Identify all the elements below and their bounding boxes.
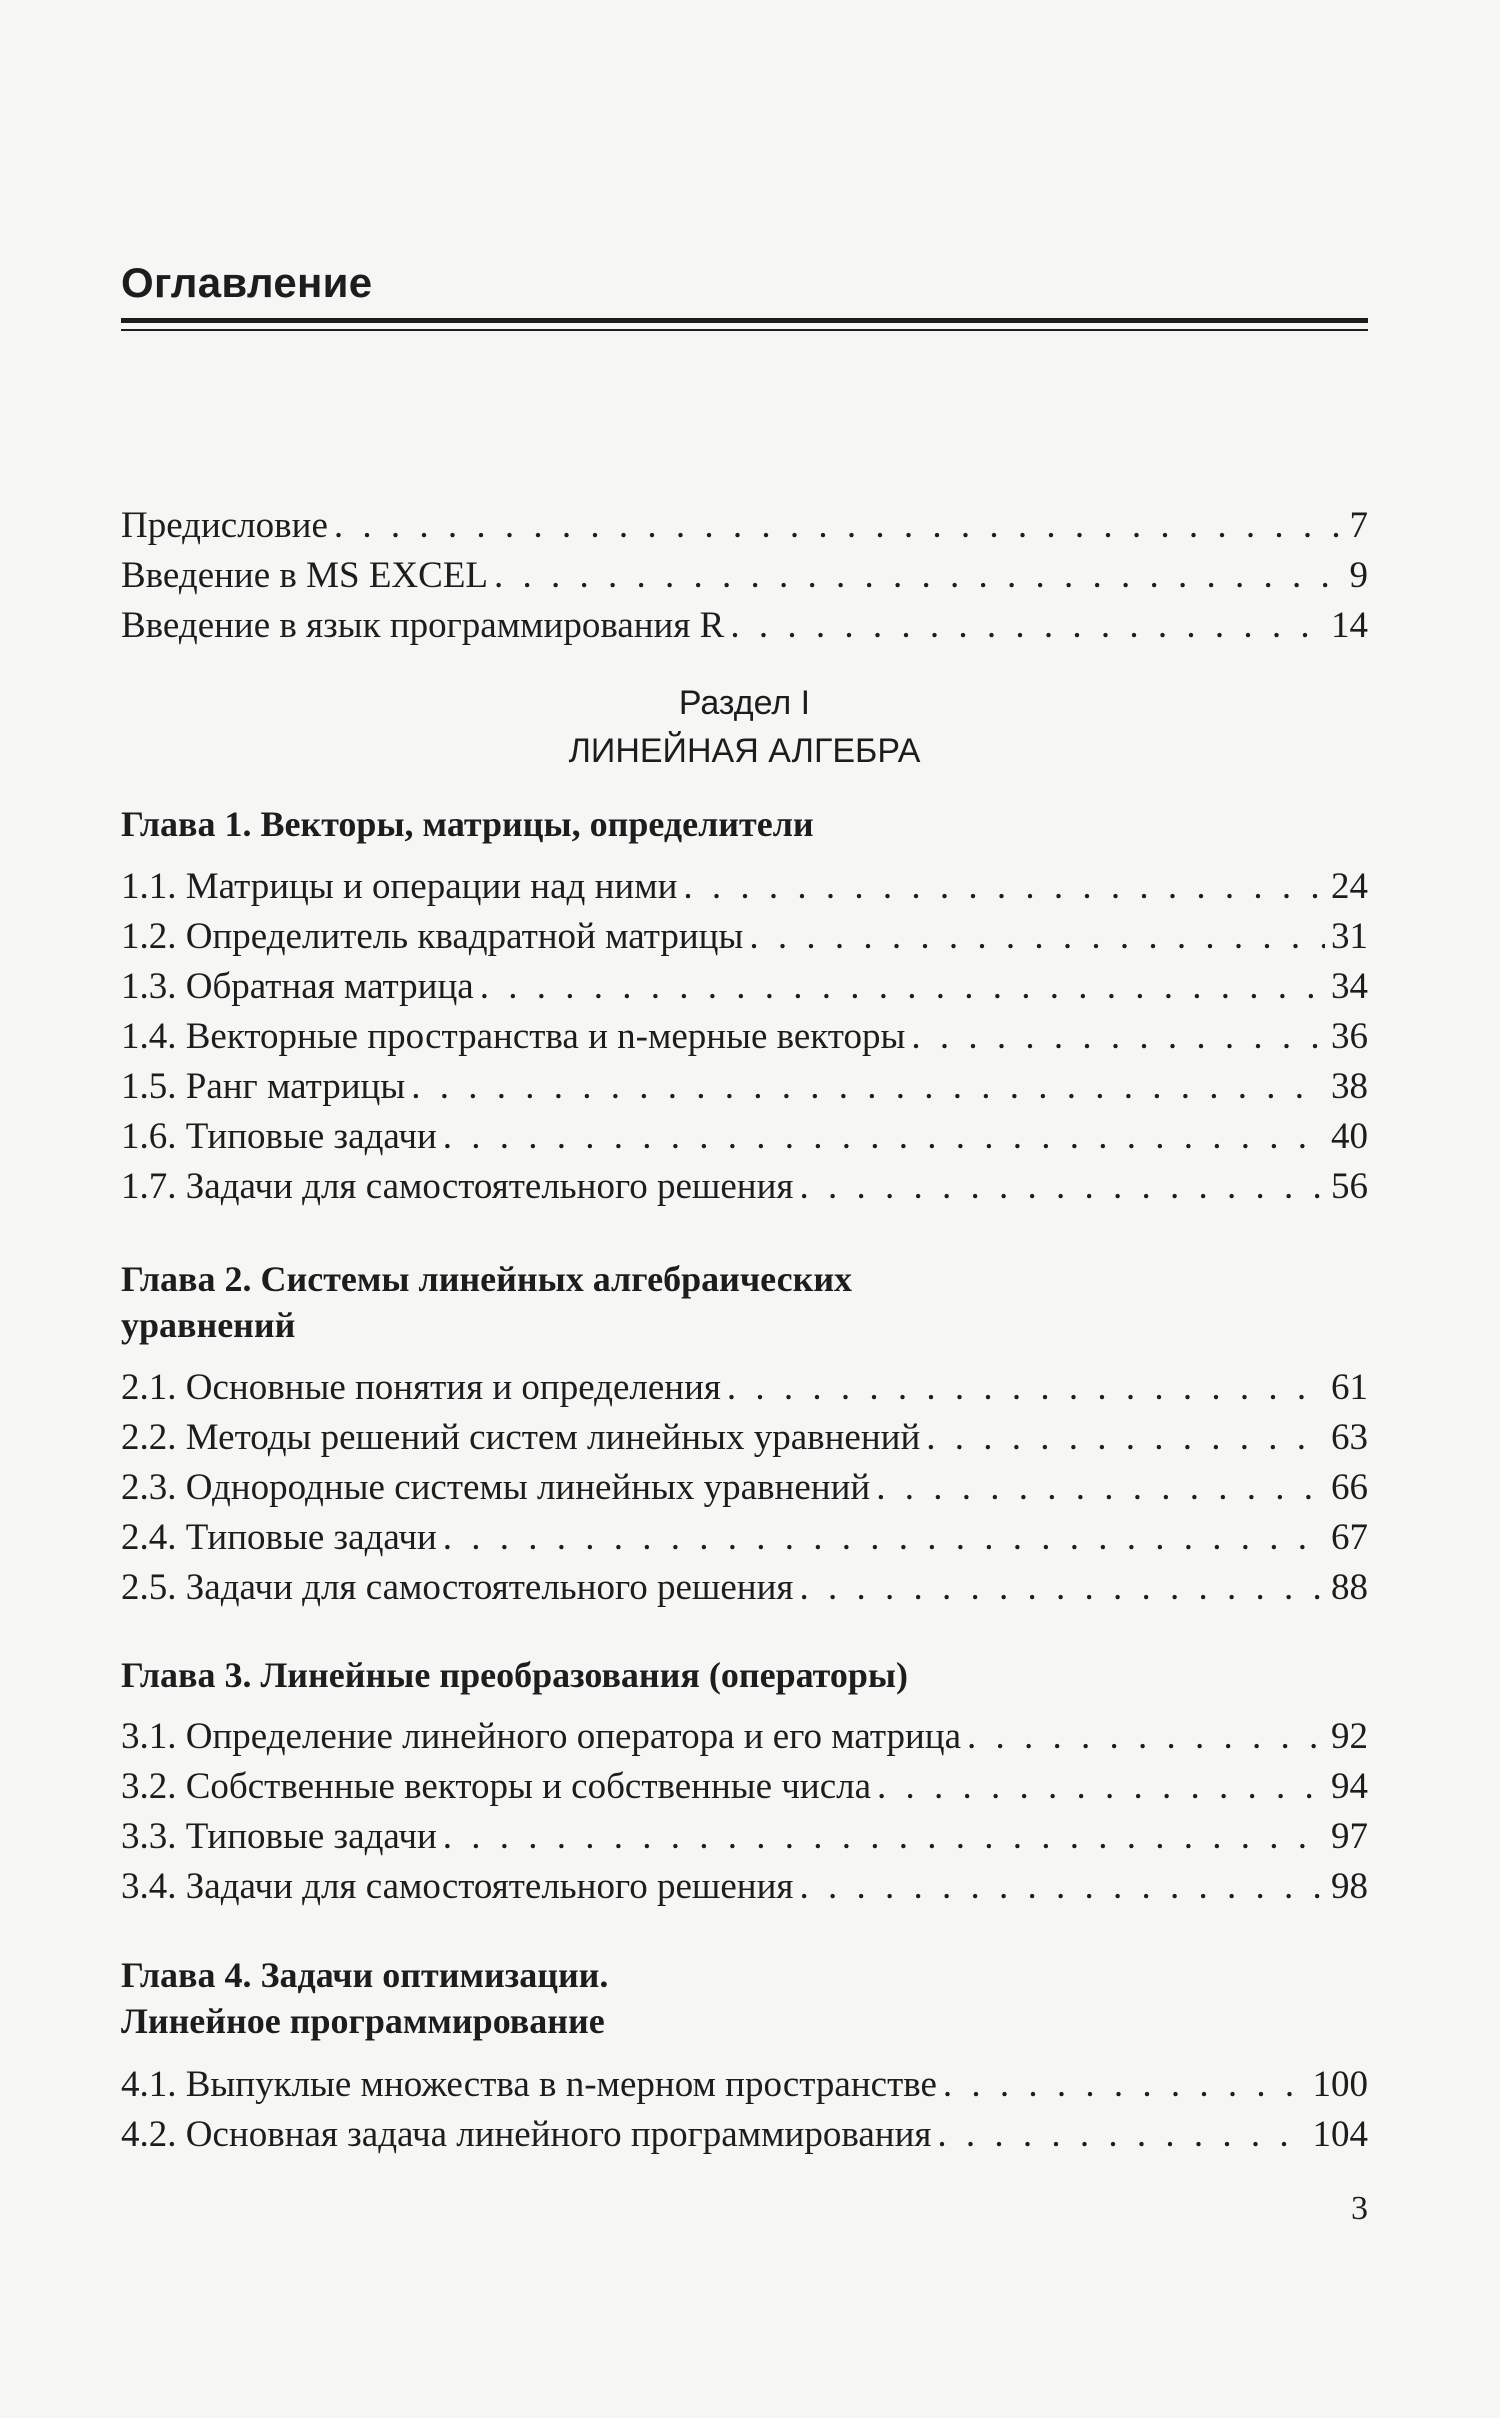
toc-entry-label: 2.2. Методы решений систем линейных уравнений (121, 1417, 921, 1458)
leader-dots (911, 1012, 1325, 1062)
leader-dots (877, 1762, 1325, 1812)
page-number: 3 (1351, 2190, 1368, 2227)
leader-dots (799, 1862, 1325, 1912)
leader-dots (443, 1112, 1325, 1162)
toc-entry-page: 61 (1331, 1367, 1368, 1408)
toc-entry-label: 1.4. Векторные пространства и n-мерные векторы (121, 1016, 906, 1057)
toc-entry[interactable] (121, 1112, 1368, 1162)
toc-entry[interactable] (121, 1413, 1368, 1463)
page-title: Оглавление (121, 259, 373, 306)
toc-entry-label: Введение в MS EXCEL (121, 555, 489, 596)
leader-dots (727, 1363, 1325, 1413)
leader-dots (749, 912, 1325, 962)
leader-dots (876, 1463, 1325, 1513)
toc-entry-label: Введение в язык программирования R (121, 605, 725, 646)
toc-entry-label: Предисловие (121, 505, 328, 546)
toc-entry-page: 100 (1312, 2064, 1368, 2105)
toc-entry-label: 4.1. Выпуклые множества в n-мерном пространстве (121, 2064, 937, 2105)
toc-entry[interactable] (121, 1563, 1368, 1613)
toc-entry-page: 24 (1331, 866, 1368, 907)
toc-entry[interactable] (121, 1513, 1368, 1563)
toc-entry[interactable] (121, 862, 1368, 912)
toc-entry-page: 66 (1331, 1467, 1368, 1508)
toc-entry-page: 9 (1349, 555, 1368, 596)
section-number: Раздел I (678, 684, 811, 722)
title-rule-thick (121, 318, 1368, 323)
toc-entry-page: 7 (1349, 505, 1368, 546)
leader-dots (926, 1413, 1325, 1463)
leader-dots (334, 501, 1344, 551)
toc-entry[interactable] (121, 1712, 1368, 1762)
toc-entry[interactable] (121, 1162, 1368, 1212)
toc-entry-label: 3.2. Собственные векторы и собственные числа (121, 1766, 872, 1807)
toc-entry-label: 3.4. Задачи для самостоятельного решения (121, 1866, 794, 1907)
toc-entry-label: 1.1. Матрицы и операции над ними (121, 866, 678, 907)
toc-entry-label: 2.3. Однородные системы линейных уравнений (121, 1467, 871, 1508)
toc-entry[interactable] (121, 912, 1368, 962)
toc-entry-page: 67 (1331, 1517, 1368, 1558)
toc-entry[interactable] (121, 1062, 1368, 1112)
toc-entry-page: 92 (1331, 1716, 1368, 1757)
leader-dots (730, 601, 1325, 651)
chapter-heading[interactable]: Глава 4. Задачи оптимизации. (121, 1955, 609, 1995)
toc-entry-label: 1.7. Задачи для самостоятельного решения (121, 1166, 794, 1207)
leader-dots (799, 1563, 1325, 1613)
toc-entry[interactable] (121, 962, 1368, 1012)
leader-dots (443, 1513, 1325, 1563)
toc-entry-label: 2.5. Задачи для самостоятельного решения (121, 1567, 794, 1608)
toc-entry-page: 14 (1331, 605, 1368, 646)
title-rule-thin (121, 329, 1368, 331)
toc-entry-page: 40 (1331, 1116, 1368, 1157)
toc-entry-label: 1.2. Определитель квадратной матрицы (121, 916, 744, 957)
toc-entry-page: 34 (1331, 966, 1368, 1007)
chapter-heading[interactable]: Глава 1. Векторы, матрицы, определители (121, 804, 814, 844)
toc-entry-page: 63 (1331, 1417, 1368, 1458)
toc-entry-page: 104 (1312, 2114, 1368, 2155)
leader-dots (683, 862, 1325, 912)
toc-entry[interactable] (121, 551, 1368, 601)
toc-entry[interactable] (121, 1463, 1368, 1513)
leader-dots (480, 962, 1325, 1012)
toc-entry[interactable] (121, 2060, 1368, 2110)
toc-entry-page: 97 (1331, 1816, 1368, 1857)
toc-entry-page: 31 (1331, 916, 1368, 957)
chapter-heading[interactable]: Глава 2. Системы линейных алгебраических (121, 1259, 853, 1299)
leader-dots (443, 1812, 1325, 1862)
toc-entry-label: 3.3. Типовые задачи (121, 1816, 437, 1857)
chapter-heading[interactable]: Глава 3. Линейные преобразования (операторы) (121, 1655, 908, 1695)
toc-entry[interactable] (121, 1762, 1368, 1812)
toc-entry[interactable] (121, 1012, 1368, 1062)
section-name: ЛИНЕЙНАЯ АЛГЕБРА (568, 732, 921, 770)
toc-entry-label: 1.3. Обратная матрица (121, 966, 474, 1007)
toc-entry-page: 88 (1331, 1567, 1368, 1608)
toc-entry-page: 98 (1331, 1866, 1368, 1907)
leader-dots (937, 2110, 1306, 2160)
toc-entry[interactable] (121, 1363, 1368, 1413)
leader-dots (411, 1062, 1325, 1112)
toc-entry-page: 38 (1331, 1066, 1368, 1107)
chapter-heading-cont[interactable]: Линейное программирование (121, 2001, 605, 2041)
toc-entry-label: 3.1. Определение линейного оператора и его матрица (121, 1716, 961, 1757)
toc-entry-label: 2.4. Типовые задачи (121, 1517, 437, 1558)
leader-dots (799, 1162, 1325, 1212)
leader-dots (943, 2060, 1307, 2110)
leader-dots (967, 1712, 1325, 1762)
toc-entry-page: 56 (1331, 1166, 1368, 1207)
toc-entry-page: 94 (1331, 1766, 1368, 1807)
toc-entry[interactable] (121, 1812, 1368, 1862)
toc-entry[interactable] (121, 1862, 1368, 1912)
toc-entry-label: 2.1. Основные понятия и определения (121, 1367, 721, 1408)
toc-entry-label: 1.6. Типовые задачи (121, 1116, 437, 1157)
toc-entry[interactable] (121, 601, 1368, 651)
toc-entry-label: 1.5. Ранг матрицы (121, 1066, 406, 1107)
leader-dots (494, 551, 1343, 601)
toc-entry[interactable] (121, 2110, 1368, 2160)
chapter-heading-cont[interactable]: уравнений (121, 1305, 296, 1345)
toc-entry-page: 36 (1331, 1016, 1368, 1057)
toc-entry-label: 4.2. Основная задача линейного программирования (121, 2114, 932, 2155)
toc-entry[interactable] (121, 501, 1368, 551)
